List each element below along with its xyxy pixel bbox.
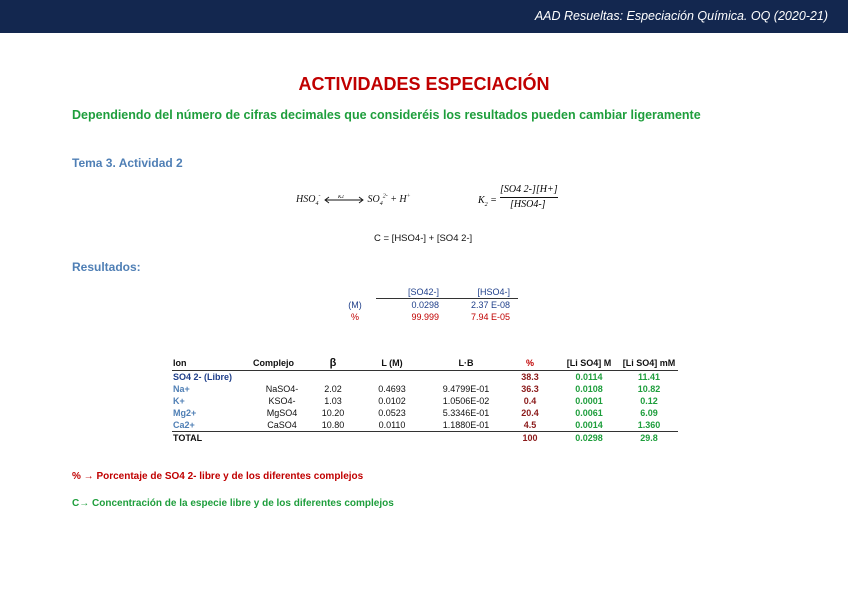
k2-numerator: [SO4 2-][H+] xyxy=(500,184,558,195)
summary-header-so4: [SO42-] xyxy=(376,286,447,299)
table-row: SO4 2- (Libre) 38.3 0.0114 11.41 xyxy=(173,372,661,382)
summary-table xyxy=(334,286,518,323)
summary-row-percent: % 99.999 7.94 E-05 xyxy=(350,312,510,322)
table-row: K+ KSO4- 1.03 0.0102 1.0506E-02 0.4 0.0001 0.12 xyxy=(173,396,658,406)
reactant-formula: $HSO_4^-$ xyxy=(296,194,321,208)
arrow-label: K2 xyxy=(337,195,344,201)
subtitle-note: Dependiendo del número de cifras decimales que consideréis los resultados pueden cambiar ligeramente xyxy=(72,108,701,122)
table-row: Na+ NaSO4- 2.02 0.4693 9.4799E-01 36.3 0.0108 10.82 xyxy=(173,384,661,394)
table-row: Mg2+ MgSO4 10.20 0.0523 5.3346E-01 20.4 0.0061 6.09 xyxy=(173,408,658,418)
table-header: Ion Complejo β L (M) L·B % [Li SO4] M [Li SO4] mM xyxy=(172,356,678,371)
mass-balance: C = [HSO4-] + [SO4 2-] xyxy=(374,233,473,244)
percent-note-text: Porcentaje de SO4 2- libre y de los diferentes complejos xyxy=(96,471,364,482)
table-total-row: TOTAL 100 0.0298 29.8 xyxy=(173,433,658,443)
summary-row-molar: (M) 0.0298 2.37 E-08 xyxy=(348,299,510,310)
dissociation-equation xyxy=(296,194,411,207)
header-title: AAD Resueltas: Especiación Química. OQ (2020-21) xyxy=(534,9,828,23)
table-row: Ca2+ CaSO4 10.80 0.0110 1.1880E-01 4.5 0.0014 1.360 xyxy=(172,419,678,432)
summary-header-hso4: [HSO4-] xyxy=(447,286,518,299)
equilibrium-arrow-icon xyxy=(323,195,365,205)
concentration-note-prefix: C→ xyxy=(72,498,90,509)
product-formula: $SO_4^{2-}$ xyxy=(367,194,388,208)
fraction-line xyxy=(500,197,558,198)
speciation-table xyxy=(172,356,678,444)
activity-heading: Tema 3. Actividad 2 xyxy=(72,156,183,170)
k2-denominator: [HSO4-] xyxy=(510,199,546,210)
concentration-note xyxy=(72,498,394,509)
header-bar xyxy=(0,0,848,33)
k2-symbol: $K_2$ = xyxy=(478,195,497,208)
page-title: ACTIVIDADES ESPECIACIÓN xyxy=(298,74,550,94)
concentration-note-text: Concentración de la especie libre y de los diferentes complejos xyxy=(92,498,394,509)
percent-note-prefix: % → xyxy=(72,471,94,482)
percent-note xyxy=(72,471,363,482)
proton-term: + H+ xyxy=(390,194,411,206)
results-heading: Resultados: xyxy=(72,260,141,274)
